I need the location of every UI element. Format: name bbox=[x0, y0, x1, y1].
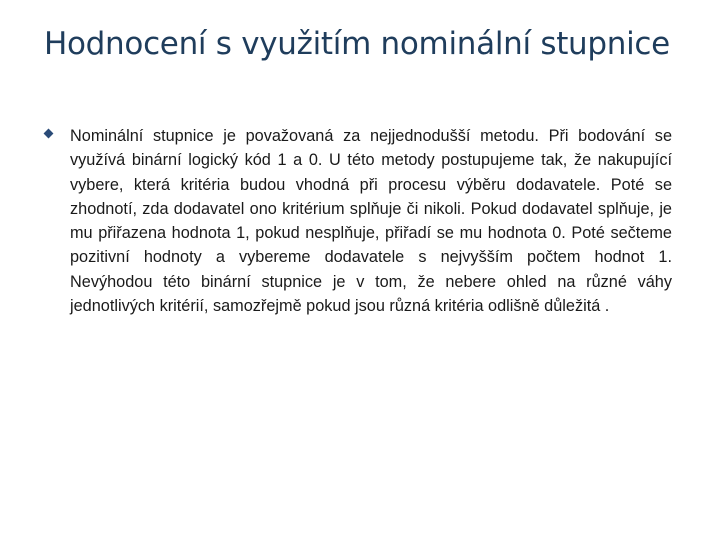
diamond-bullet-icon bbox=[44, 129, 54, 139]
slide-title: Hodnocení s využitím nominální stupnice bbox=[44, 26, 670, 62]
bullet-text: Nominální stupnice je považovaná za nejjednodušší metodu. Při bodování se využívá binární logický kód 1 a 0. U této metody postupujeme tak, že nakupující vybere, která kritéria budou vhodná při procesu výběru dodavatele. Poté se zhodnotí, zda dodavatel ono kritérium splňuje či nikoli. Pokud dodavatel splňuje, je mu přiřazena hodnota 1, pokud nesplňuje, přiřadí se mu hodnota 0. Poté sečteme pozitivní hodnoty a vybereme dodavatele s nejvyšším počtem hodnot 1. Nevýhodou této binární stupnice je v tom, že nebere ohled na různé váhy jednotlivých kritérií, samozřejmě pokud jsou různá kritéria odlišně důležitá . bbox=[70, 127, 672, 316]
bullet-item bbox=[44, 124, 672, 318]
slide-content bbox=[44, 124, 672, 318]
